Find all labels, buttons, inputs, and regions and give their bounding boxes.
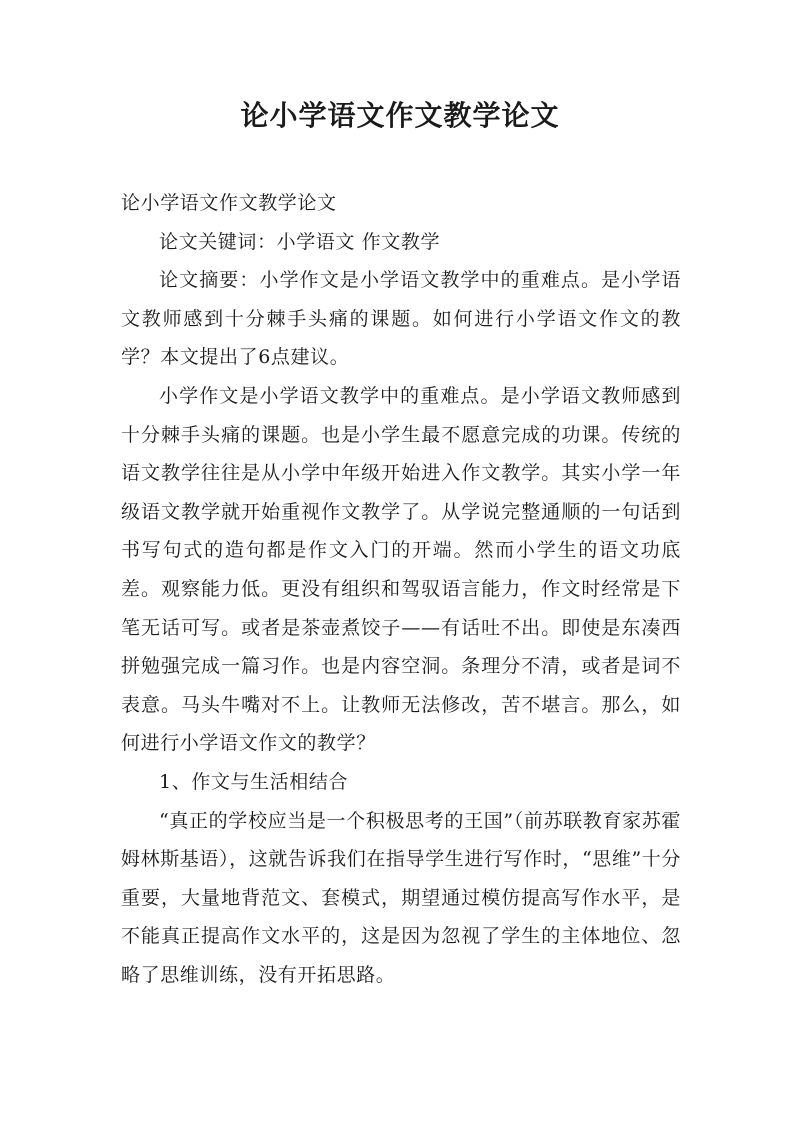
document-title: 论小学语文作文教学论文 (240, 99, 560, 132)
paragraph-section-1: “真正的学校应当是一个积极思考的王国”（前苏联教育家苏霍姆林斯基语），这就告诉我们在指导学生进行写作时，“思维”十分重要，大量地背范文、套模式，期望通过模仿提高写作水平，是不能真正提高作文水平的，这是因为忽视了学生的主体地位、忽略了思维训练，没有开拓思路。 (121, 809, 681, 986)
section-heading-1: 1、作文与生活相结合 (159, 770, 349, 793)
paragraph-keywords: 论文关键词：小学语文 作文教学 (159, 230, 441, 253)
paragraph-subtitle: 论小学语文作文教学论文 (121, 192, 337, 214)
document-body (121, 184, 681, 994)
paragraph-abstract: 论文摘要：小学作文是小学语文教学中的重难点。是小学语文教师感到十分棘手头痛的课题。如何进行小学语文作文的教学？本文提出了6点建议。 (121, 269, 681, 369)
paragraph-intro: 小学作文是小学语文教学中的重难点。是小学语文教师感到十分棘手头痛的课题。也是小学生最不愿意完成的功课。传统的语文教学往往是从小学中年级开始进入作文教学。其实小学一年级语文教学就开始重视作文教学了。从学说完整通顺的一句话到书写句式的造句都是作文入门的开端。然而小学生的语文功底差。观察能力低。更没有组织和驾驭语言能力，作文时经常是下笔无话可写。或者是茶壶煮饺子——有话吐不出。即使是东凑西拼勉强完成一篇习作。也是内容空洞。条理分不清，或者是词不表意。马头牛嘴对不上。让教师无法修改，苦不堪言。那么，如何进行小学语文作文的教学？ (121, 384, 681, 755)
